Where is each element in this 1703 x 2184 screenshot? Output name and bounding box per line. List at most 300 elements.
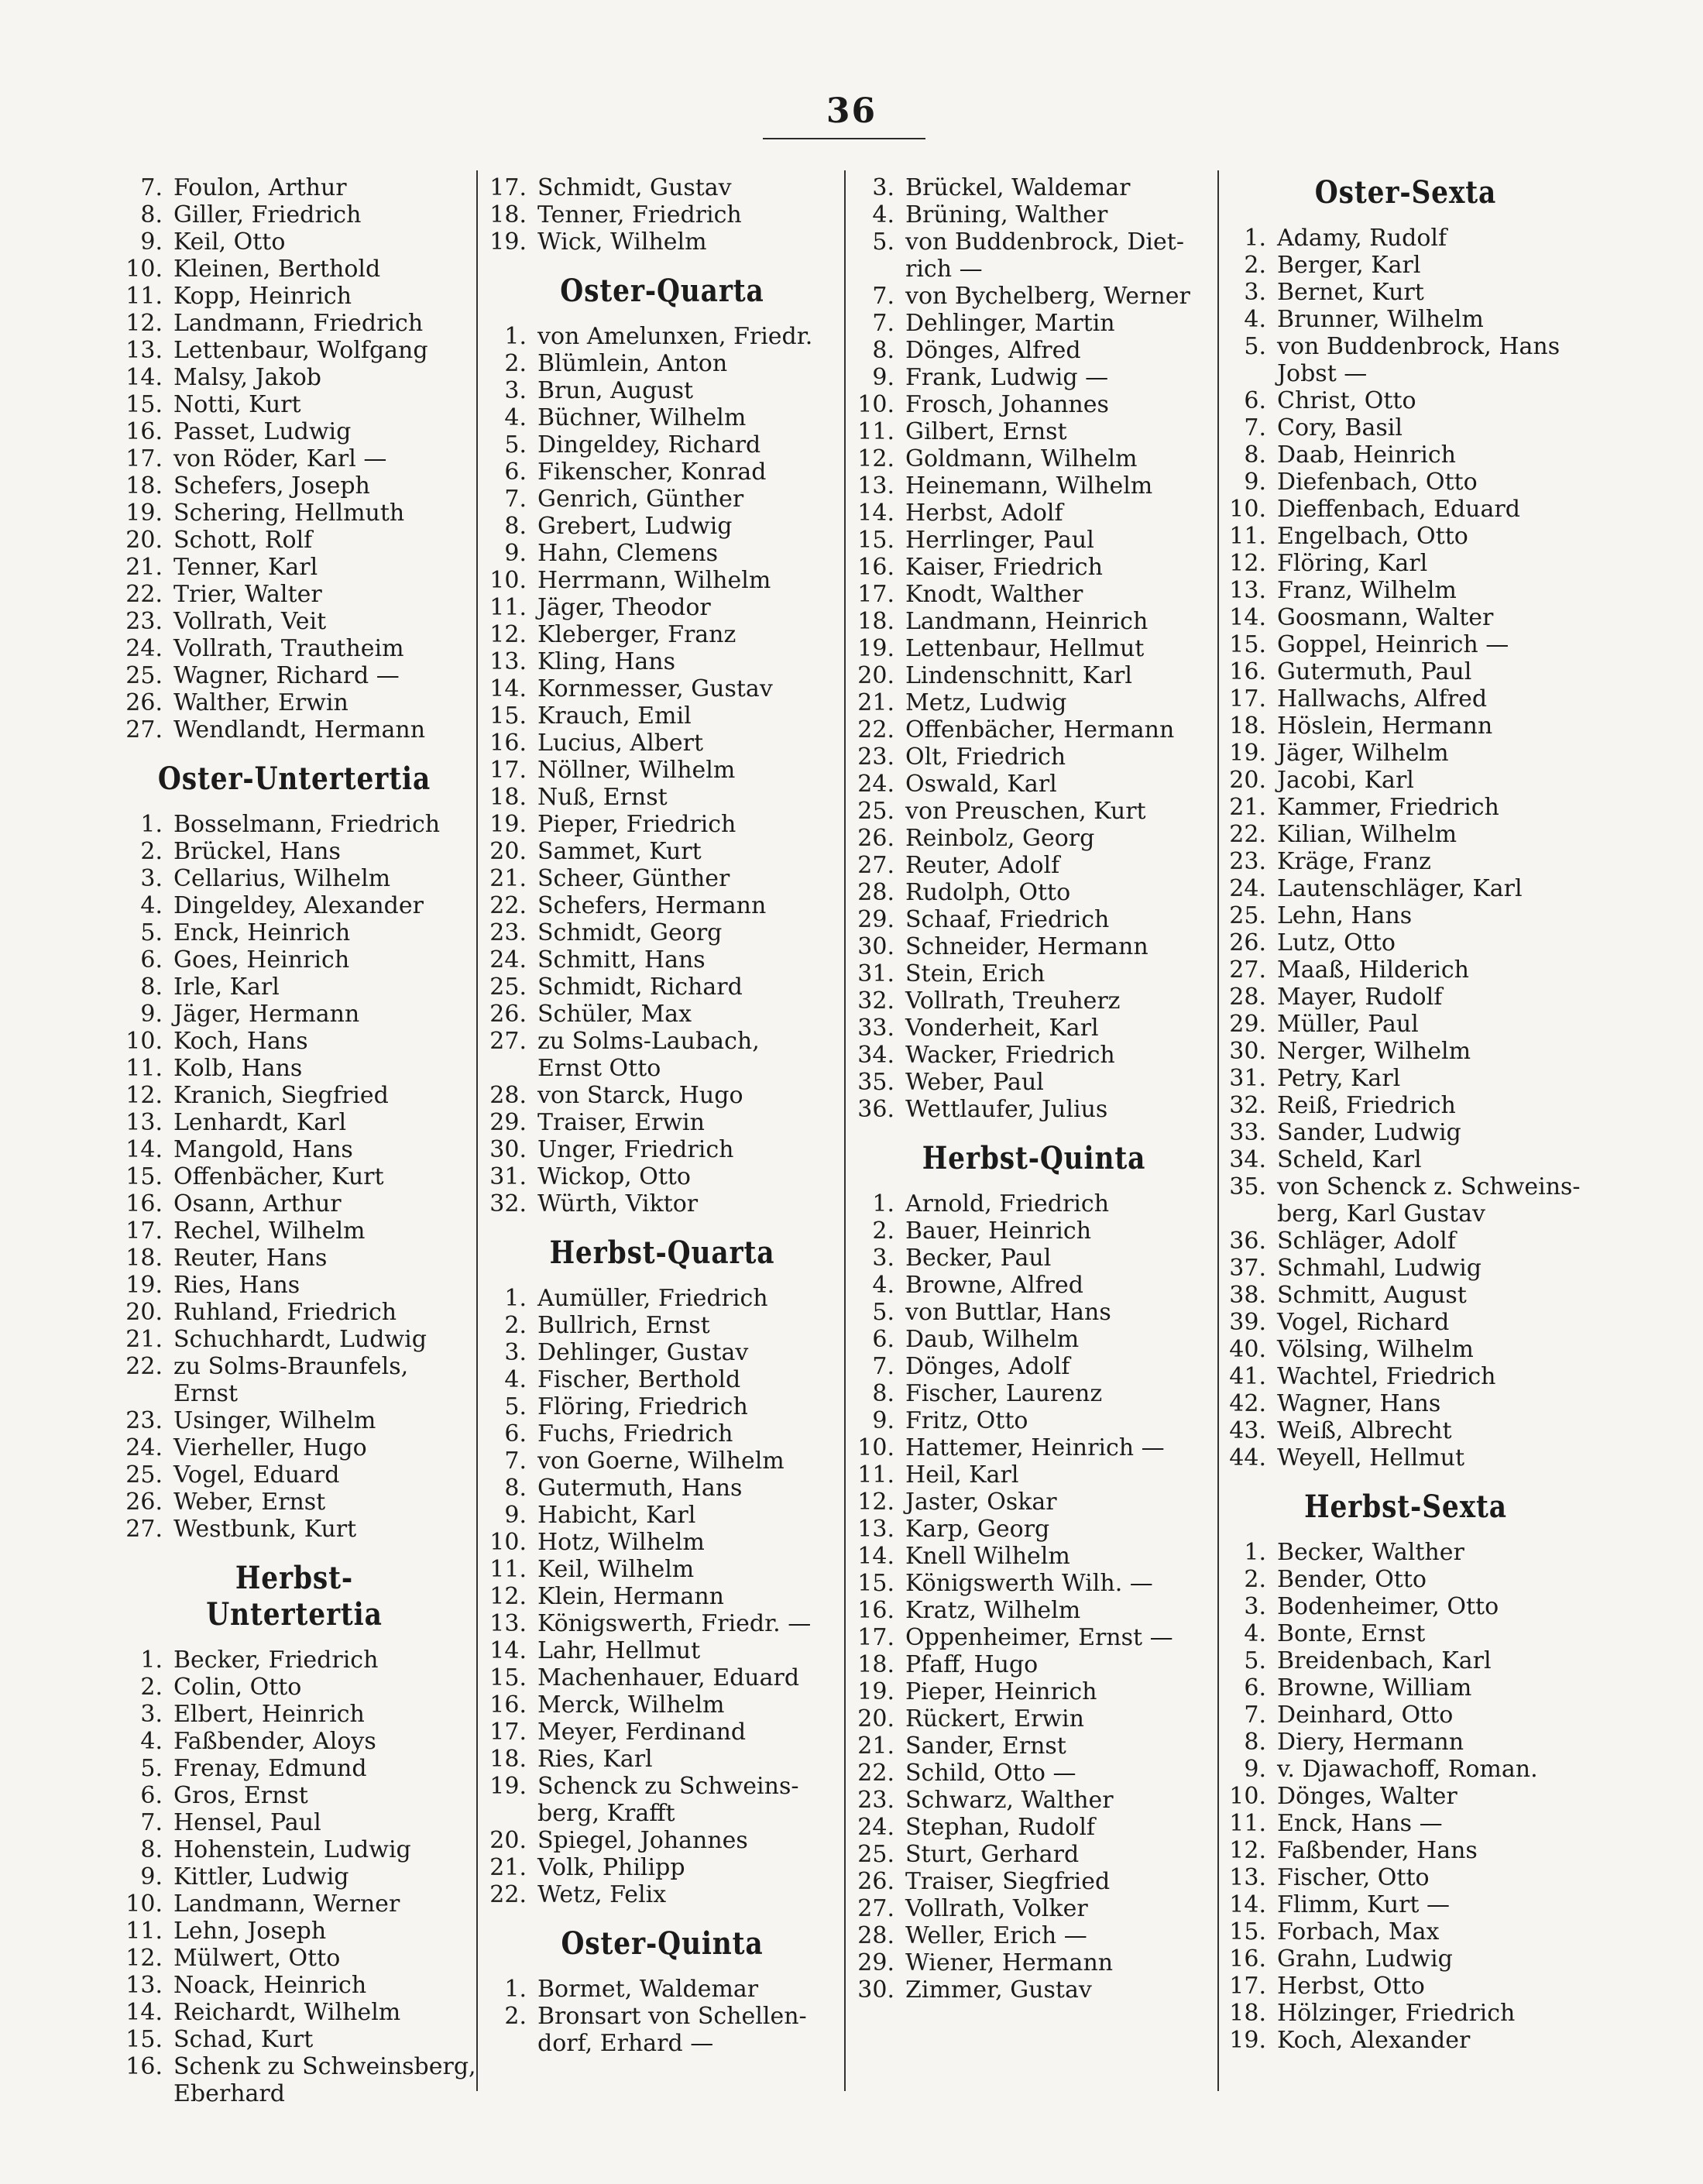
entry-number: 13. — [857, 472, 894, 500]
list-item — [1227, 821, 1584, 848]
entry-number: 15. — [125, 391, 163, 418]
entry-number: 15. — [857, 1570, 894, 1597]
entry-name: Tenner, Karl — [173, 554, 318, 581]
list-item — [856, 1570, 1212, 1597]
entry-number: 12. — [489, 621, 527, 648]
entry-number: 7. — [1244, 414, 1266, 441]
list-item — [124, 2026, 465, 2053]
entry-number: 32. — [1229, 1092, 1266, 1119]
entry-name: Goes, Heinrich — [173, 946, 350, 974]
entry-number: 7. — [140, 1809, 163, 1836]
list-item — [1227, 1363, 1584, 1390]
entry-number: 19. — [1229, 2027, 1266, 2054]
entry-name: Becker, Friedrich — [173, 1647, 379, 1674]
entry-name: Lenhardt, Karl — [173, 1109, 347, 1136]
entry-number: 5. — [872, 228, 894, 256]
entry-number: 17. — [489, 757, 527, 784]
entry-number: 11. — [857, 1461, 894, 1489]
entry-number: 19. — [125, 1272, 163, 1299]
entry-number: 17. — [1229, 1973, 1266, 2000]
entry-number: 17. — [1229, 685, 1266, 713]
list-item — [124, 1109, 465, 1136]
entry-name: Schläger, Adolf — [1277, 1228, 1456, 1255]
entry-name: Rechel, Wilhelm — [173, 1217, 366, 1245]
entry-name: Maaß, Hilderich — [1277, 956, 1469, 984]
list-item — [488, 2003, 836, 2030]
list-item — [856, 1732, 1212, 1760]
list-item — [124, 1461, 465, 1489]
entry-name: Wendlandt, Hermann — [173, 716, 426, 743]
list-item — [1227, 306, 1584, 333]
entry-name: Faßbender, Aloys — [173, 1728, 376, 1755]
entry-number: 25. — [489, 974, 527, 1001]
list-item — [856, 933, 1212, 960]
list-item — [856, 1543, 1212, 1570]
entry-name: zu Solms-Braunfels, — [173, 1353, 409, 1380]
entry-number: 11. — [489, 1556, 527, 1583]
entry-number: 20. — [857, 1705, 894, 1732]
entry-name: Weller, Erich — — [905, 1922, 1087, 1949]
entry-number: 2. — [872, 1217, 894, 1245]
column-divider — [844, 170, 846, 2091]
list-item — [124, 256, 465, 283]
entry-name-continuation: Ernst — [173, 1380, 239, 1407]
list-item — [856, 283, 1212, 310]
entry-name: Schüler, Max — [537, 1001, 692, 1028]
entry-name: Kopp, Heinrich — [173, 283, 352, 310]
column-1 — [124, 174, 476, 2107]
list-item — [856, 987, 1212, 1015]
list-item — [124, 635, 465, 662]
entry-name: Grahn, Ludwig — [1277, 1945, 1453, 1973]
entry-name: Goldmann, Wilhelm — [905, 445, 1138, 472]
list-item — [124, 1055, 465, 1082]
list-item — [488, 513, 836, 540]
entry-number: 19. — [489, 228, 527, 256]
list-item — [124, 310, 465, 337]
list-item — [1227, 469, 1584, 496]
column-4 — [1227, 174, 1584, 2054]
entry-number: 17. — [125, 1217, 163, 1245]
list-item — [488, 1109, 836, 1136]
list-item — [856, 635, 1212, 662]
list-item — [856, 1299, 1212, 1326]
list-item — [488, 730, 836, 757]
entry-number: 7. — [1244, 1702, 1266, 1729]
entry-name: Karp, Georg — [905, 1516, 1050, 1543]
entry-name: Forbach, Max — [1277, 1918, 1440, 1945]
entry-name: Hahn, Clemens — [537, 540, 718, 567]
entry-name: Schering, Hellmuth — [173, 500, 405, 527]
list-item — [124, 1918, 465, 1945]
list-item — [124, 391, 465, 418]
entry-name-continuation: Ernst Otto — [537, 1055, 661, 1082]
entry-name: Lindenschnitt, Karl — [905, 662, 1132, 689]
entry-number: 23. — [125, 1407, 163, 1434]
list-item — [1227, 713, 1584, 740]
entry-name: Fischer, Berthold — [537, 1366, 741, 1393]
entry-number: 14. — [125, 1999, 163, 2026]
list-item — [124, 1028, 465, 1055]
list-item — [124, 974, 465, 1001]
list-item — [488, 1136, 836, 1163]
list-item — [856, 445, 1212, 472]
list-item — [124, 1163, 465, 1190]
list-item — [488, 1339, 836, 1366]
entry-number: 19. — [1229, 740, 1266, 767]
entry-number: 4. — [872, 201, 894, 228]
entry-number: 16. — [489, 1691, 527, 1719]
list-item — [124, 1674, 465, 1701]
entry-name: Hallwachs, Alfred — [1277, 685, 1488, 713]
list-item — [1227, 848, 1584, 875]
entry-name: Mayer, Rudolf — [1277, 984, 1443, 1011]
list-item — [1227, 1173, 1584, 1200]
list-item — [856, 391, 1212, 418]
entry-number: 31. — [1229, 1065, 1266, 1092]
entry-number: 23. — [489, 919, 527, 946]
entry-number: 28. — [489, 1082, 527, 1109]
entry-number: 27. — [125, 716, 163, 743]
entry-name: Reuter, Hans — [173, 1245, 328, 1272]
entry-name: Kling, Hans — [537, 648, 675, 675]
entry-name: Ries, Karl — [537, 1746, 653, 1773]
entry-number: 29. — [857, 1949, 894, 1976]
entry-number: 2. — [140, 1674, 163, 1701]
list-item — [1227, 929, 1584, 956]
entry-number: 6. — [140, 946, 163, 974]
entry-name: Colin, Otto — [173, 1674, 302, 1701]
entry-number: 1. — [140, 811, 163, 838]
entry-number: 16. — [857, 1597, 894, 1624]
list-item — [124, 364, 465, 391]
entry-name: Goppel, Heinrich — — [1277, 631, 1509, 658]
entry-number: 2. — [504, 2003, 527, 2030]
entry-name: Kammer, Friedrich — [1277, 794, 1499, 821]
list-item — [856, 1976, 1212, 2004]
entry-number: 18. — [125, 1245, 163, 1272]
list-item — [488, 1610, 836, 1637]
entry-number: 11. — [857, 418, 894, 445]
entry-name: Breidenbach, Karl — [1277, 1647, 1492, 1674]
list-item — [488, 892, 836, 919]
entry-number: 18. — [489, 201, 527, 228]
list-item — [1227, 1038, 1584, 1065]
entry-number: 10. — [489, 567, 527, 594]
entry-number: 10. — [1229, 496, 1266, 523]
entry-name: Schneider, Hermann — [905, 933, 1148, 960]
entry-number: 22. — [857, 716, 894, 743]
entry-number: 26. — [489, 1001, 527, 1028]
entry-name: Ries, Hans — [173, 1272, 300, 1299]
entry-name: Bonte, Ernst — [1277, 1620, 1426, 1647]
entry-name: Wiener, Hermann — [905, 1949, 1114, 1976]
list-item — [856, 527, 1212, 554]
entry-name: von Buttlar, Hans — [905, 1299, 1111, 1326]
entry-number: 27. — [1229, 956, 1266, 984]
entry-number: 5. — [140, 1755, 163, 1782]
entry-number: 6. — [1244, 1674, 1266, 1702]
list-item — [1227, 252, 1584, 279]
entry-name: Malsy, Jakob — [173, 364, 321, 391]
list-item — [1227, 496, 1584, 523]
list-item — [1227, 1255, 1584, 1282]
entry-number: 8. — [1244, 441, 1266, 469]
list-item — [856, 1624, 1212, 1651]
list-item — [856, 771, 1212, 798]
entry-number: 13. — [857, 1516, 894, 1543]
entry-number: 5. — [504, 431, 527, 458]
entry-name: von Buddenbrock, Hans — [1277, 333, 1561, 360]
entry-number: 30. — [1229, 1038, 1266, 1065]
list-item — [856, 879, 1212, 906]
list-item — [856, 1895, 1212, 1922]
entry-number: 1. — [140, 1647, 163, 1674]
entry-name: Kilian, Wilhelm — [1277, 821, 1458, 848]
entry-number: 16. — [489, 730, 527, 757]
list-item — [856, 1096, 1212, 1123]
entry-name: Dönges, Adolf — [905, 1353, 1070, 1380]
entry-name: Kittler, Ludwig — [173, 1863, 349, 1890]
entry-name: Volk, Philipp — [537, 1854, 685, 1881]
entry-name: Trier, Walter — [173, 581, 322, 608]
entry-name: Christ, Otto — [1277, 387, 1416, 414]
entry-name: von Schenck z. Schweins- — [1277, 1173, 1581, 1200]
entry-number: 18. — [857, 608, 894, 635]
entry-name: Schwarz, Walther — [905, 1787, 1114, 1814]
list-item — [124, 716, 465, 743]
entry-name: Reuter, Adolf — [905, 852, 1060, 879]
entry-number: 33. — [1229, 1119, 1266, 1146]
list-item — [1227, 1973, 1584, 2000]
entry-name: Vierheller, Hugo — [173, 1434, 367, 1461]
entry-name: Pieper, Heinrich — [905, 1678, 1097, 1705]
entry-name: Schmahl, Ludwig — [1277, 1255, 1482, 1282]
list-item — [856, 228, 1212, 256]
entry-number: 7. — [504, 1447, 527, 1475]
entry-number: 22. — [1229, 821, 1266, 848]
list-item — [124, 2053, 476, 2080]
column-divider — [476, 170, 478, 2091]
entry-name: von Amelunxen, Friedr. — [537, 323, 813, 350]
entry-number: 35. — [1229, 1173, 1266, 1200]
list-item — [124, 811, 465, 838]
entry-name: Tenner, Friedrich — [537, 201, 742, 228]
entry-number: 27. — [489, 1028, 527, 1055]
entry-number: 29. — [857, 906, 894, 933]
list-item — [1227, 1336, 1584, 1363]
entry-number: 20. — [125, 527, 163, 554]
section-heading: Oster-Quarta — [560, 273, 764, 309]
list-item — [856, 1597, 1212, 1624]
entry-name: Wick, Wilhelm — [537, 228, 707, 256]
entry-name: Gutermuth, Hans — [537, 1475, 743, 1502]
entry-number: 23. — [1229, 848, 1266, 875]
list-item — [488, 350, 836, 377]
list-item — [856, 662, 1212, 689]
list-item — [856, 418, 1212, 445]
entry-number: 11. — [125, 283, 163, 310]
list-item — [488, 1719, 836, 1746]
entry-number: 20. — [125, 1299, 163, 1326]
entry-number: 4. — [872, 1272, 894, 1299]
list-item — [488, 1637, 836, 1664]
entry-number: 38. — [1229, 1282, 1266, 1309]
list-item — [488, 1366, 836, 1393]
entry-number: 29. — [1229, 1011, 1266, 1038]
list-item — [856, 798, 1212, 825]
entry-number: 10. — [857, 1434, 894, 1461]
entry-number: 19. — [857, 1678, 894, 1705]
entry-number: 4. — [504, 1366, 527, 1393]
list-item — [856, 310, 1212, 337]
entry-number: 19. — [125, 500, 163, 527]
entry-name: Koch, Hans — [173, 1028, 308, 1055]
entry-number: 6. — [872, 1326, 894, 1353]
list-item — [124, 337, 465, 364]
entry-number: 3. — [1244, 279, 1266, 306]
list-item — [124, 946, 465, 974]
list-item — [124, 1999, 465, 2026]
entry-name: Meyer, Ferdinand — [537, 1719, 747, 1746]
entry-name: Jäger, Theodor — [537, 594, 711, 621]
entry-number: 12. — [1229, 550, 1266, 577]
entry-name: Fischer, Laurenz — [905, 1380, 1103, 1407]
entry-name: Dönges, Alfred — [905, 337, 1081, 364]
list-item — [856, 1407, 1212, 1434]
entry-name: Sander, Ernst — [905, 1732, 1066, 1760]
entry-number: 15. — [489, 702, 527, 730]
entry-number: 12. — [1229, 1837, 1266, 1864]
entry-number: 40. — [1229, 1336, 1266, 1363]
entry-name: Hotz, Wilhelm — [537, 1529, 705, 1556]
entry-number: 34. — [857, 1042, 894, 1069]
entry-name: Schmitt, Hans — [537, 946, 706, 974]
entry-number: 33. — [857, 1015, 894, 1042]
entry-name: Weiß, Albrecht — [1277, 1417, 1452, 1444]
list-item — [1227, 1228, 1584, 1255]
entry-name: Schmidt, Georg — [537, 919, 723, 946]
entry-name: Bosselmann, Friedrich — [173, 811, 441, 838]
entry-name: Kaiser, Friedrich — [905, 554, 1103, 581]
entry-number: 25. — [125, 662, 163, 689]
list-item — [1227, 956, 1584, 984]
column-3 — [856, 174, 1212, 2004]
entry-number: 18. — [1229, 2000, 1266, 2027]
list-item — [856, 1760, 1212, 1787]
entry-number: 16. — [857, 554, 894, 581]
entry-number: 14. — [857, 1543, 894, 1570]
entry-name: Hensel, Paul — [173, 1809, 321, 1836]
list-item — [1227, 441, 1584, 469]
list-item — [1227, 1702, 1584, 1729]
list-item — [856, 689, 1212, 716]
entry-name: Usinger, Wilhelm — [173, 1407, 376, 1434]
list-item — [124, 1001, 465, 1028]
list-item — [856, 1015, 1212, 1042]
entry-number: 2. — [1244, 1566, 1266, 1593]
list-item — [124, 554, 465, 581]
entry-name: Scheld, Karl — [1277, 1146, 1422, 1173]
list-item — [124, 1434, 465, 1461]
list-item — [856, 337, 1212, 364]
entry-name: Westbunk, Kurt — [173, 1516, 357, 1543]
list-item — [488, 594, 836, 621]
entry-name: Dönges, Walter — [1277, 1783, 1458, 1810]
entry-number: 13. — [1229, 1864, 1266, 1891]
entry-number: 15. — [125, 2026, 163, 2053]
entry-number: 24. — [125, 635, 163, 662]
entry-number: 5. — [1244, 333, 1266, 360]
entry-name: Engelbach, Otto — [1277, 523, 1468, 550]
list-item — [488, 1082, 836, 1109]
entry-number: 23. — [857, 743, 894, 771]
entry-name: Wagner, Richard — — [173, 662, 400, 689]
list-item — [1227, 1864, 1584, 1891]
entry-name: Hohenstein, Ludwig — [173, 1836, 411, 1863]
list-item — [1227, 2000, 1584, 2027]
entry-number: 26. — [857, 1868, 894, 1895]
entry-name: Brunner, Wilhelm — [1277, 306, 1484, 333]
list-item — [124, 1299, 465, 1326]
entry-number: 17. — [857, 1624, 894, 1651]
list-item — [1227, 2027, 1584, 2054]
entry-name: Weber, Paul — [905, 1069, 1044, 1096]
entry-number: 5. — [140, 919, 163, 946]
entry-name: Oppenheimer, Ernst — — [905, 1624, 1173, 1651]
entry-name-continuation: Jobst — — [1277, 360, 1368, 387]
list-item — [856, 716, 1212, 743]
entry-name: Bormet, Waldemar — [537, 1976, 759, 2003]
entry-number: 15. — [857, 527, 894, 554]
list-item — [124, 865, 465, 892]
section-heading: Herbst-Untertertia — [206, 1560, 383, 1633]
entry-number: 9. — [872, 1407, 894, 1434]
entry-name: Lucius, Albert — [537, 730, 704, 757]
entry-name: Offenbächer, Hermann — [905, 716, 1175, 743]
entry-number: 4. — [140, 892, 163, 919]
entry-name: Notti, Kurt — [173, 391, 301, 418]
list-item — [488, 1312, 836, 1339]
entry-number: 42. — [1229, 1390, 1266, 1417]
entry-name: Stephan, Rudolf — [905, 1814, 1096, 1841]
page-number-rule — [763, 138, 925, 139]
list-item — [1227, 1539, 1584, 1566]
entry-number: 16. — [1229, 1945, 1266, 1973]
entry-name: Metz, Ludwig — [905, 689, 1067, 716]
entry-number: 17. — [857, 581, 894, 608]
entry-number: 12. — [489, 1583, 527, 1610]
list-item — [1227, 1011, 1584, 1038]
list-item — [488, 458, 836, 486]
entry-name: Schild, Otto — — [905, 1760, 1076, 1787]
list-item — [488, 1556, 836, 1583]
list-item — [124, 919, 465, 946]
entry-name: Kratz, Wilhelm — [905, 1597, 1081, 1624]
entry-number: 10. — [125, 1028, 163, 1055]
list-item — [488, 1827, 836, 1854]
entry-name: Schenck zu Schweins- — [537, 1773, 799, 1800]
entry-name: Wagner, Hans — [1277, 1390, 1441, 1417]
entry-name: Dehlinger, Martin — [905, 310, 1115, 337]
entry-name: Nerger, Wilhelm — [1277, 1038, 1471, 1065]
entry-name: Jäger, Hermann — [173, 1001, 360, 1028]
list-item — [1227, 1566, 1584, 1593]
list-item — [124, 1972, 465, 1999]
list-item — [488, 1028, 836, 1055]
entry-number: 2. — [504, 350, 527, 377]
list-item — [856, 743, 1212, 771]
